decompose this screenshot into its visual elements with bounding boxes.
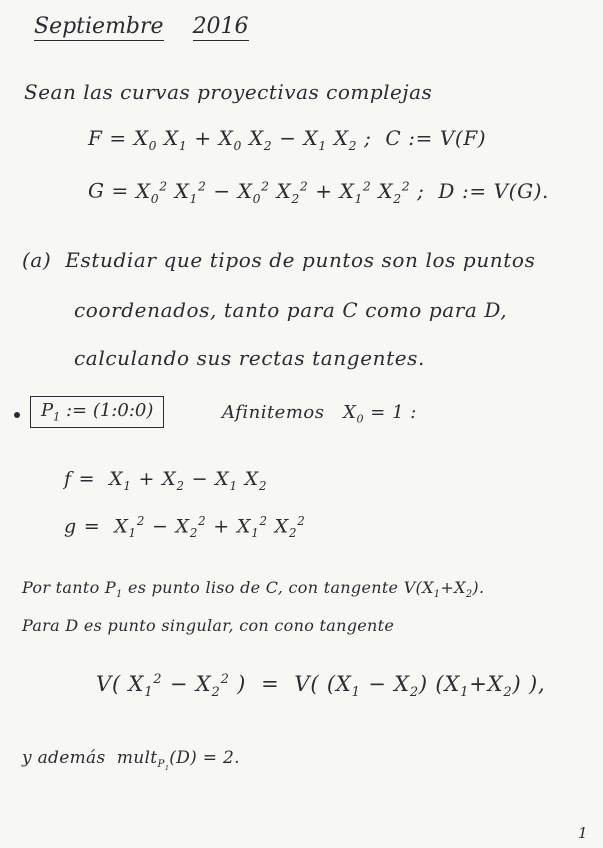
intro-text: Sean las curvas proyectivas complejas bbox=[24, 80, 433, 104]
equation-f-rhs: $X_0$ $X_1 + X_0$ $X_2 - X_1$ $X_2$ ; C := V(F) bbox=[133, 126, 487, 153]
equation-g bbox=[88, 178, 549, 206]
part-a-line-1 bbox=[22, 248, 535, 272]
part-a-line-2: coordenados, tanto para C como para D, bbox=[74, 298, 508, 322]
local-equation-f: $f = X_1 + X_2 - X_1$ $X_2$ bbox=[64, 468, 268, 493]
part-a-line-3: calculando sus rectas tangentes. bbox=[74, 346, 426, 370]
point-box: $P_1$ := (1:0:0) bbox=[30, 396, 164, 428]
title-month: Septiembre bbox=[34, 14, 164, 39]
part-a-label: (a) bbox=[22, 248, 52, 272]
multiplicity-text: y además mult$_{P_1}$(D) = 2. bbox=[22, 748, 240, 773]
affine-chart-text: Afinitemos $X_0 = 1$ : bbox=[222, 402, 417, 426]
equation-f bbox=[88, 126, 486, 153]
equation-g-lhs: G = bbox=[88, 178, 129, 203]
page-number: 1 bbox=[578, 824, 588, 842]
singular-point-text: Para D es punto singular, con cono tangente bbox=[22, 616, 395, 635]
title-year: 2016 bbox=[192, 14, 249, 39]
tangent-cone-equation: V( $X_1^2 - X_2^2$ ) = V( $(X_1 - X_2)$ $(X_1+X_2)$ ), bbox=[96, 672, 546, 701]
bullet-dot bbox=[14, 412, 20, 418]
equation-f-lhs: F = bbox=[88, 126, 127, 150]
equation-g-rhs: $X_0^2$ $X_1^2 - X_0^2$ $X_2^2 + X_1^2$ $X_2^2$ ; D := V(G). bbox=[135, 178, 550, 206]
local-equation-g: $g = X_1^2 - X_2^2 + X_1^2$ $X_2^2$ bbox=[64, 514, 306, 541]
smooth-point-text: Por tanto $P_1$ es punto liso de C, con tangente $V(X_1+X_2)$. bbox=[22, 578, 485, 601]
part-a-text-1: Estudiar que tipos de puntos son los puntos bbox=[65, 248, 536, 272]
page-title bbox=[34, 14, 249, 41]
